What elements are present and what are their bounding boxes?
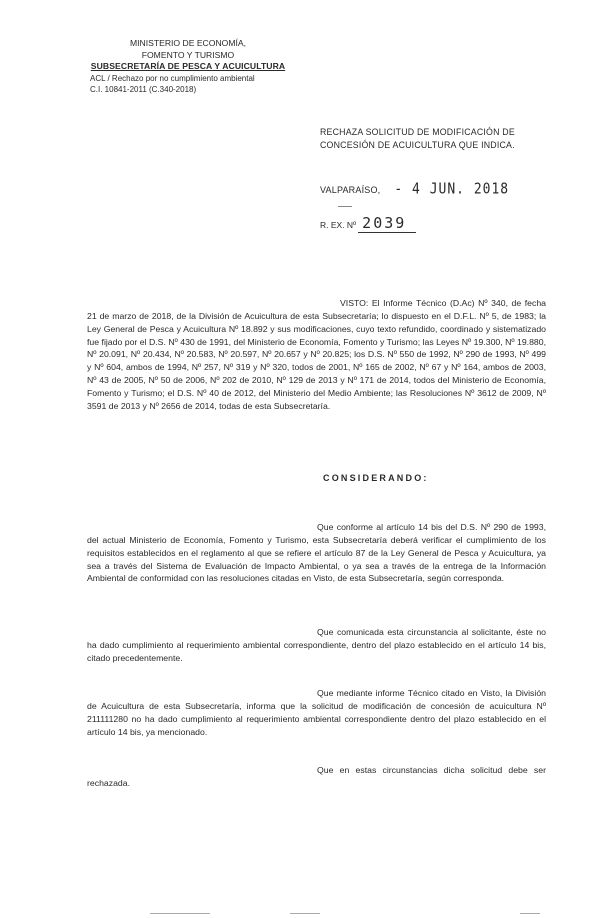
scan-edge-marks — [0, 906, 600, 918]
scan-mark — [290, 913, 320, 914]
considerando-paragraph-3: Que mediante informe Técnico citado en Visto, la División de Acuicultura de esta Subsecretaría, informa que la solicitud de modificación de concesión de acuicultura Nº 211111280 no ha dado cumplimiento al requerimiento ambiental correspondiente dentro del plazo establecido en el artículo 14 bis, ya mencionado. — [87, 688, 546, 737]
date-stamp: - 4 JUN. 2018 — [394, 180, 510, 199]
place: VALPARAÍSO, — [320, 185, 381, 195]
scan-mark — [150, 913, 210, 914]
resolution-number-value: 2039 — [358, 214, 416, 233]
resolution-label: R. EX. Nº — [320, 220, 357, 230]
visto-paragraph: VISTO: El Informe Técnico (D.Ac) Nº 340, de fecha 21 de marzo de 2018, de la División de Acuicultura de esta Subsecretaría; lo dispuesto en el D.F.L. Nº 5, de 1983; la Ley General de Pesca y Acuicultura Nº 18.892 y sus modificaciones, cuyo texto refundido, coordinado y sistematizado fue fijado por el D.S. Nº 430 de 1991, del Ministerio de Economía, Fomento y Turismo; las Leyes Nº 19.300, Nº 19.880, Nº 20.091, Nº 20.434, Nº 20.583, Nº 20.597, Nº 20.657 y Nº 20.825; los D.S. Nº 550 de 1992, Nº 290 de 1993, Nº 499 y Nº 604, ambos de 1994, Nº 257, Nº 319 y Nº 320, todos de 2001, Nº 165 de 2002, Nº 67 y Nº 164, ambos de 2003, Nº 43 de 2005, Nº 50 de 2006, Nº 202 de 2010, Nº 129 de 2013 y Nº 171 de 2014, todos del Ministerio de Economía, Fomento y Turismo; el D.S. Nº 40 de 2012, del Ministerio del Medio Ambiente; las Resoluciones Nº 3612 de 2009, Nº 3591 de 2013 y Nº 2656 de 2014, todas de esta Subsecretaría. — [87, 298, 546, 411]
file-number: C.I. 10841-2011 (C.340-2018) — [90, 85, 197, 94]
considerando-paragraph-1: Que conforme al artículo 14 bis del D.S. Nº 290 de 1993, del actual Ministerio de Economía, Fomento y Turismo, esta Subsecretaría deberá verificar el cumplimiento de los requisitos establecidos en el reglamento al que se refiere el artículo 87 de la Ley General de Pesca y Acuicultura, ya sea a través del Sistema de Evaluación de Impacto Ambiental, o ya sea a través de la entrega de la Información Ambiental de conformidad con las resoluciones citadas en Visto, de esta Subsecretaría, según corresponda. — [87, 522, 546, 584]
resolution-subject: RECHAZA SOLICITUD DE MODIFICACIÓN DE CONCESIÓN DE ACUICULTURA QUE INDICA. — [320, 127, 515, 150]
decorative-mark — [338, 206, 352, 209]
considerando-paragraph-2: Que comunicada esta circunstancia al solicitante, éste no ha dado cumplimiento al requerimiento ambiental correspondiente, dentro del plazo establecido en el artículo 14 bis, citado precedentemente. — [87, 627, 546, 663]
undersecretariat-name: SUBSECRETARÍA DE PESCA Y ACUICULTURA — [90, 61, 286, 71]
ministry-name-cont: FOMENTO Y TURISMO — [141, 49, 235, 60]
scan-mark — [520, 913, 540, 914]
letterhead — [88, 38, 288, 96]
place-date — [320, 182, 509, 197]
considerando-heading: CONSIDERANDO: — [323, 473, 429, 483]
ministry-name: MINISTERIO DE ECONOMÍA, — [129, 38, 247, 48]
reference-line: ACL / Rechazo por no cumplimiento ambiental — [90, 73, 255, 83]
considerando-paragraph-4: Que en estas circunstancias dicha solicitud debe ser rechazada. — [87, 765, 546, 788]
resolution-number — [320, 214, 416, 233]
